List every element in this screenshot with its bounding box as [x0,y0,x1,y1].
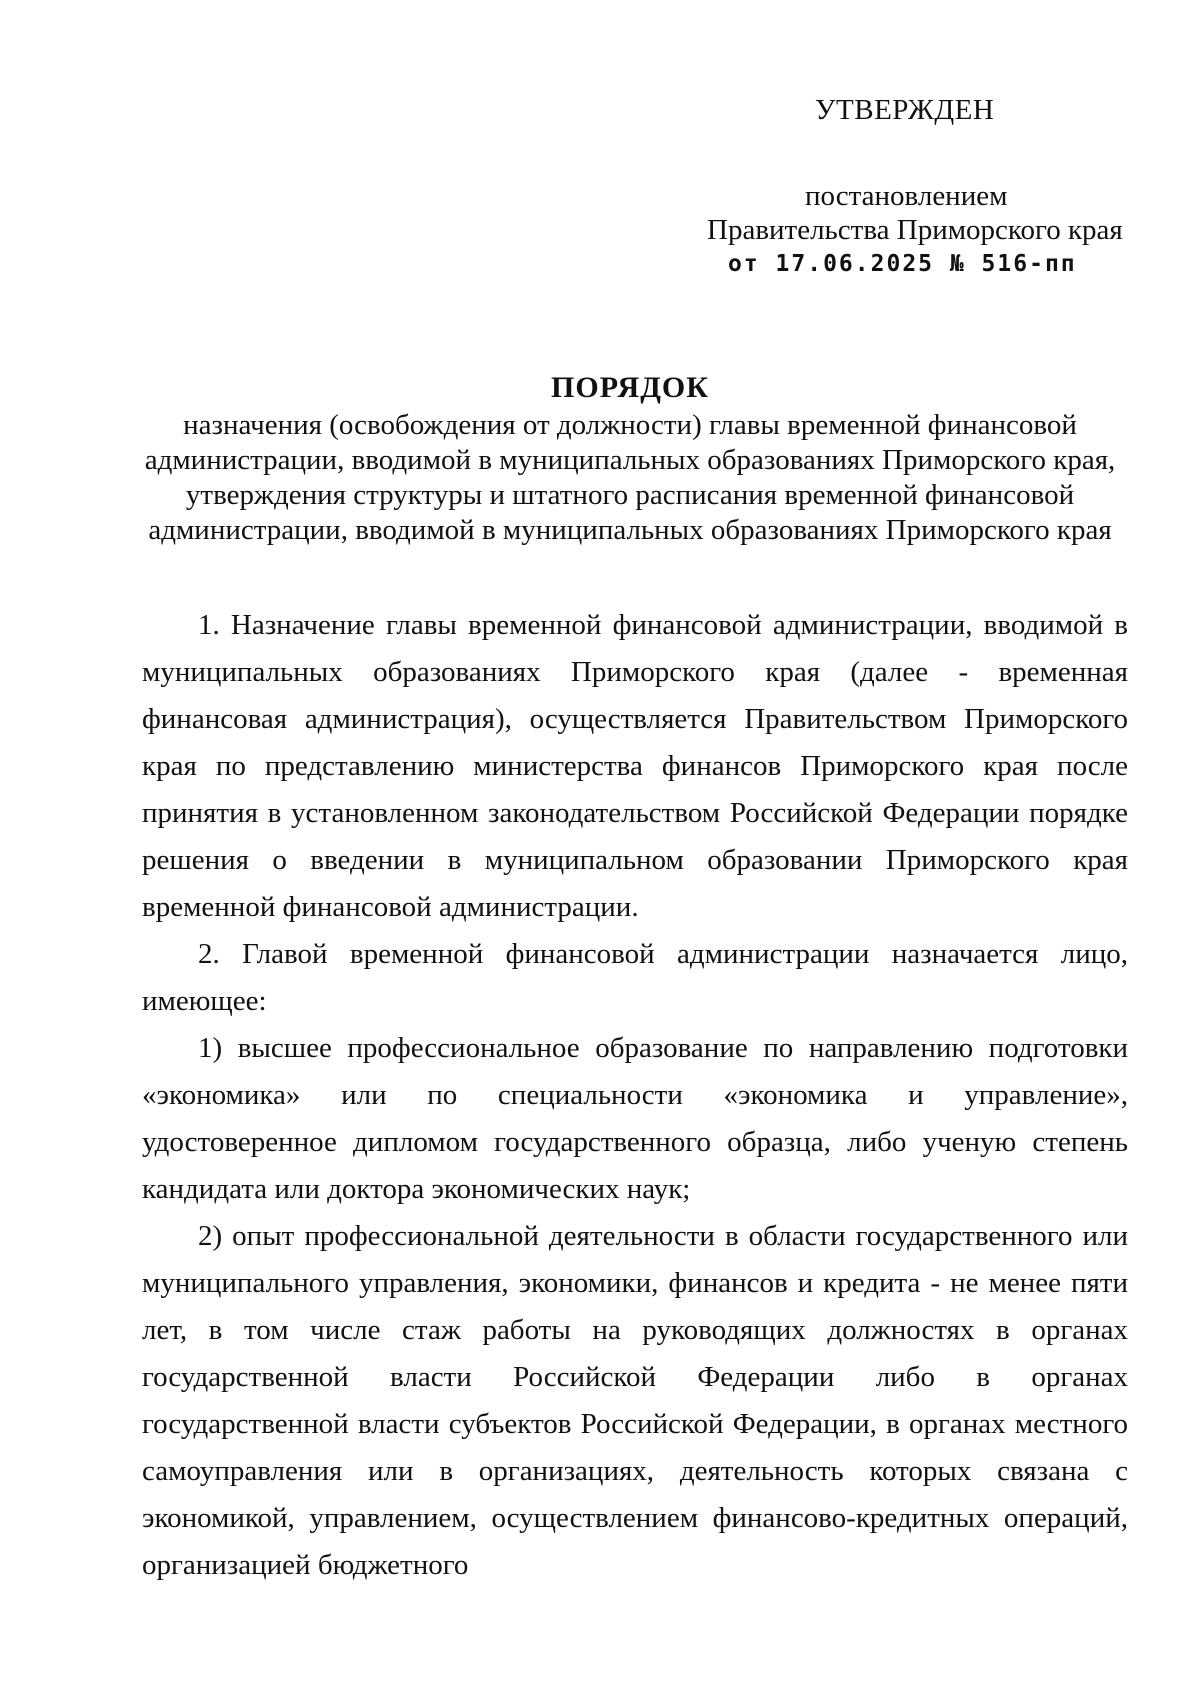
approval-heading: УТВЕРЖДЕН [815,94,995,126]
document-subtitle [100,408,1160,548]
paragraph-1: 1. Назначение главы временной финансовой администрации, вводимой в муниципальных образованиях Приморского края (далее - временная финансовая администрация), осуществляется Правительством Приморского края по представлению министерства финансов Приморского края после принятия в установленном законодательством Российской Федерации порядке решения о введении в муниципальном образовании Приморского края временной финансовой администрации. [142,609,1128,923]
approval-by-line: постановлением [805,180,1008,212]
subtitle-line: назначения (освобождения от должности) главы временной финансовой [183,409,1077,441]
document-title: ПОРЯДОК [551,371,709,404]
document-body [142,602,1128,1589]
approval-date-number: от 17.06.2025 № 516-пп [728,251,1077,277]
paragraph-2-item-1: 1) высшее профессиональное образование по направлению подготовки «экономика» или по специальности «экономика и управление», удостоверенное дипломом государственного образца, либо ученую степень кандидата или доктора экономических наук; [142,1032,1128,1205]
paragraph-2-item-2: 2) опыт профессиональной деятельности в области государственного или муниципального управления, экономики, финансов и кредита - не менее пяти лет, в том числе стаж работы на руководящих должностях в органах государственной власти Российской Федерации либо в органах государственной власти субъектов Российской Федерации, в органах местного самоуправления или в организациях, деятельность которых связана с экономикой, управлением, осуществлением финансово-кредитных операций, организацией бюджетного [142,1220,1128,1581]
subtitle-line: утверждения структуры и штатного расписания временной финансовой [185,479,1075,511]
title-block [100,368,1160,548]
approval-organization: Правительства Приморского края [707,214,1123,246]
subtitle-line: администрации, вводимой в муниципальных образованиях Приморского края [148,514,1112,546]
paragraph-2: 2. Главой временной финансовой администрации назначается лицо, имеющее: [142,938,1128,1017]
subtitle-line: администрации, вводимой в муниципальных образованиях Приморского края, [144,444,1116,476]
